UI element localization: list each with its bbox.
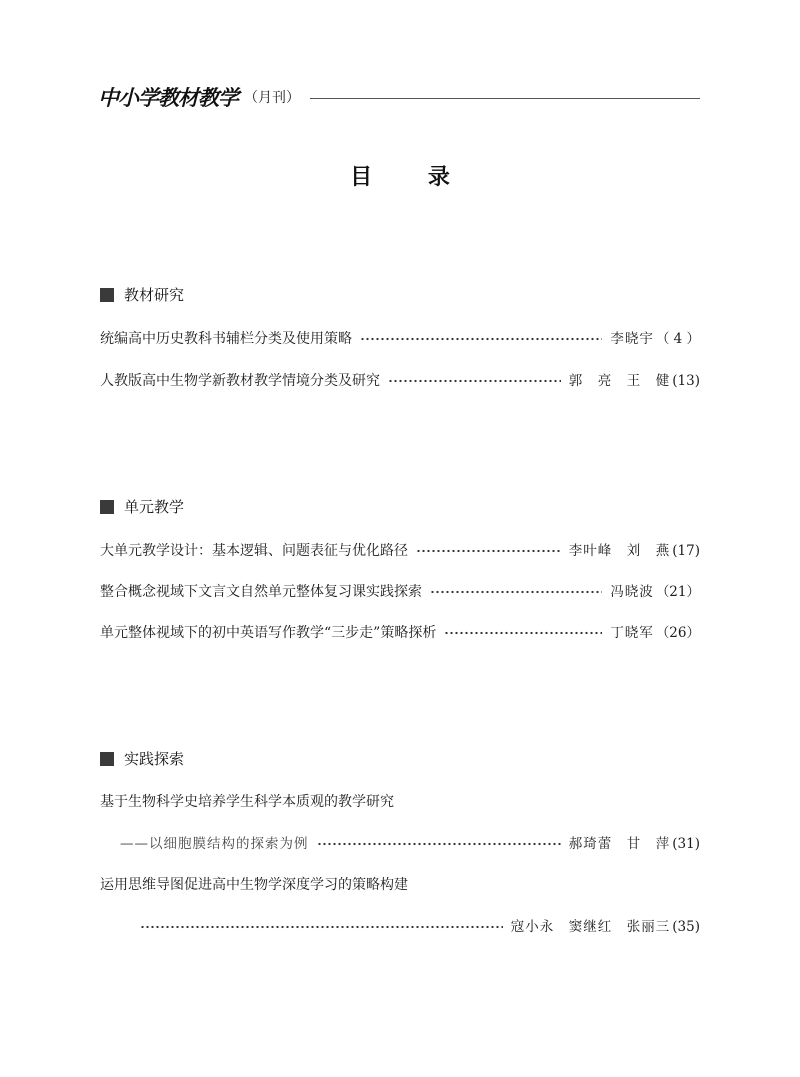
- journal-frequency: （月刊）: [244, 90, 300, 106]
- entry-title[interactable]: 基于生物科学史培养学生科学本质观的教学研究: [100, 794, 394, 810]
- leader-dots: [388, 379, 561, 383]
- entry-page: (17): [672, 543, 700, 559]
- toc-entry[interactable]: [100, 369, 700, 390]
- entry-page: (35): [672, 919, 700, 935]
- toc-title: 目 录: [350, 165, 474, 190]
- entry-author: 郝琦蕾 甘 萍: [568, 836, 671, 852]
- toc-entry[interactable]: [120, 832, 700, 852]
- toc-entry[interactable]: [100, 621, 700, 642]
- section-heading-label: 单元教学: [124, 498, 185, 516]
- toc-entry[interactable]: [100, 539, 700, 560]
- entry-page: （26）: [655, 625, 700, 641]
- entry-title[interactable]: 运用思维导图促进高中生物学深度学习的策略构建: [100, 877, 408, 893]
- entry-title: 人教版高中生物学新教材教学情境分类及研究: [100, 373, 380, 389]
- entry-page: （ 4 ）: [655, 331, 700, 347]
- entry-page: (31): [672, 836, 700, 852]
- entry-page: （21）: [655, 584, 700, 600]
- entry-author: 冯晓波: [610, 584, 654, 600]
- entry-title: 统编高中历史教科书辅栏分类及使用策略: [100, 331, 352, 347]
- entry-author: 寇小永 窦继红 张丽三: [510, 919, 671, 935]
- leader-dots: [430, 590, 602, 594]
- section-heading-unit-teaching: [100, 496, 184, 517]
- section-square-icon: [100, 288, 114, 302]
- leader-dots: [360, 337, 602, 341]
- leader-dots: [444, 631, 602, 635]
- entry-title: 单元整体视域下的初中英语写作教学“三步走”策略探析: [100, 625, 437, 641]
- toc-entry[interactable]: [140, 915, 700, 935]
- toc-entry[interactable]: [100, 327, 700, 348]
- entry-subtitle: ——以细胞膜结构的探索为例: [120, 836, 309, 852]
- section-heading-textbook-research: [100, 284, 184, 305]
- section-heading-practice-exploration: [100, 748, 184, 769]
- entry-title: 大单元教学设计：基本逻辑、问题表征与优化路径: [100, 543, 408, 559]
- entry-author: 郭 亮 王 健: [568, 373, 671, 389]
- masthead-rule: [310, 98, 700, 99]
- entry-page: (13): [672, 373, 700, 389]
- entry-title: 整合概念视域下文言文自然单元整体复习课实践探索: [100, 584, 422, 600]
- entry-author: 李叶峰 刘 燕: [568, 543, 671, 559]
- section-square-icon: [100, 500, 114, 514]
- toc-entry[interactable]: [100, 580, 700, 601]
- leader-dots: [317, 842, 561, 846]
- leader-dots: [416, 549, 561, 553]
- leader-dots: [140, 925, 503, 929]
- entry-author: 李晓宇: [610, 331, 654, 347]
- section-square-icon: [100, 752, 114, 766]
- journal-name: 中小学教材教学: [98, 85, 238, 110]
- section-heading-label: 实践探索: [124, 750, 185, 768]
- entry-author: 丁晓军: [610, 625, 654, 641]
- masthead: [98, 84, 700, 110]
- section-heading-label: 教材研究: [124, 286, 185, 304]
